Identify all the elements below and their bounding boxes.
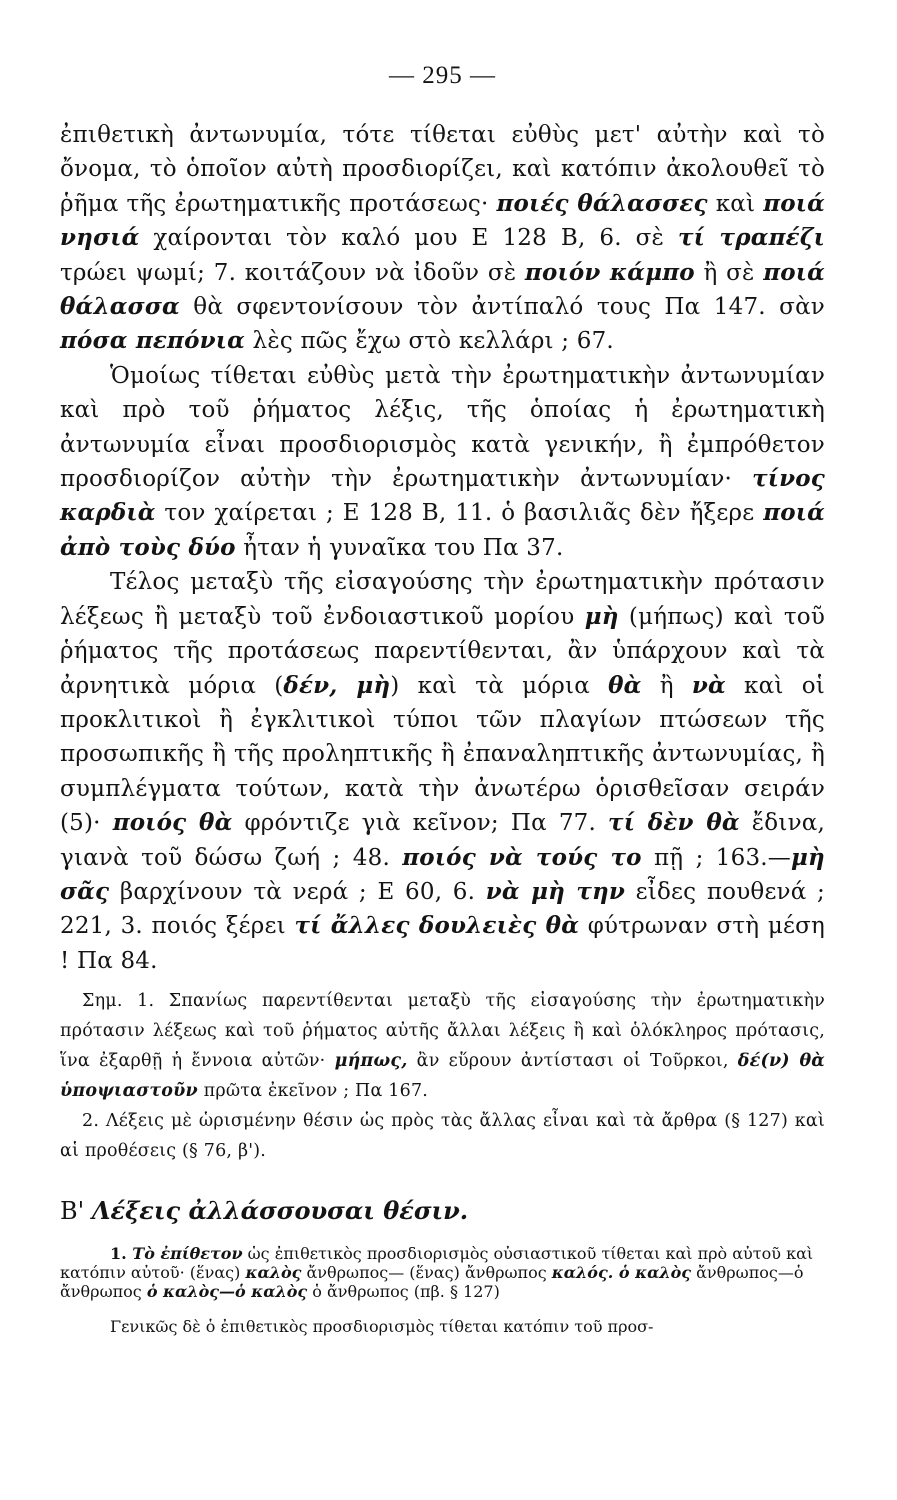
emphasis-run: ποιά νησιά xyxy=(60,189,825,252)
emphasis-run: ποιός θὰ xyxy=(112,809,233,837)
emphasis-run: Τὸ ἐπίθετον xyxy=(132,1244,243,1264)
text-run: χαίρονται τὸν καλό μου Ε 128 Β, 6. σὲ xyxy=(139,225,678,252)
text-run: ἂν εὕρουν ἀντίστασι οἱ Τοῦρκοι, xyxy=(407,1051,738,1072)
emphasis-run: μήπως, xyxy=(334,1051,408,1072)
emphasis-run: πόσα πεπόνια xyxy=(60,327,246,355)
emphasis-run: τί δὲν θὰ xyxy=(608,809,740,837)
emphasis-run: καλὸς xyxy=(245,1263,302,1283)
section-b xyxy=(60,1194,825,1336)
paragraph xyxy=(60,359,825,565)
text-run: ἦταν ἡ γυναῖκα του Πα 37. xyxy=(235,534,564,561)
emphasis-run: μὴ xyxy=(584,602,619,630)
text-run: τρώει ψωμί; 7. κοιτάζουν νὰ ἰδοῦν σὲ xyxy=(60,259,525,286)
emphasis-run: δέν, μὴ xyxy=(283,671,391,699)
text-run: φύτρωναν στὴ μέση ! Πα 84. xyxy=(60,913,825,974)
text-run: πῇ ; 163.— xyxy=(641,844,792,871)
text-run: 2. Λέξεις μὲ ὡρισμένην θέσιν ὡς πρὸς τὰς ἄλλας εἶναι καὶ τὰ ἄρθρα (§ 127) καὶ αἱ προθέσεις (§ 76, β'). xyxy=(60,1111,825,1162)
text-run: τον χαίρεται ; Ε 128 Β, 11. ὁ βασιλιᾶς δὲν ἤξερε xyxy=(155,500,764,527)
paragraph xyxy=(60,1317,825,1336)
text-run: καὶ οἱ προκλιτικοὶ ἢ ἐγκλιτικοὶ τύποι τῶν πλαγίων πτώσεων τῆς προσωπικῆς ἢ τῆς προληπτικῆς ἢ ἐπαναληπτικῆς ἀντωνυμίας, ἢ συμπλέγματα τούτων, κατὰ τὴν ἀνωτέρω ὁρισθεῖσαν σειράν (5)· xyxy=(60,672,825,837)
emphasis-run: τί τραπέζι xyxy=(677,224,825,252)
emphasis-run: μὴ σᾶς xyxy=(60,843,825,905)
section-heading xyxy=(60,1194,825,1228)
section-title: Λέξεις ἀλλάσσουσαι θέσιν. xyxy=(91,1196,469,1226)
text-run: θὰ σφεντονίσουν τὸν ἀντίπαλό τους Πα 147. σὰν xyxy=(179,294,825,321)
note-2 xyxy=(60,1106,825,1166)
emphasis-run: ποιά ἀπὸ τοὺς δύο xyxy=(60,499,825,561)
emphasis-run: ποιός νὰ τούς το xyxy=(402,843,642,871)
text-run: εἶδες πουθενά ; 221, 3. ποιός ξέρει xyxy=(60,878,826,940)
note-1 xyxy=(60,986,825,1106)
emphasis-run: τί ἄλλες δουλειὲς θὰ xyxy=(294,912,580,940)
emphasis-run: θὰ xyxy=(608,671,642,699)
emphasis-run: νὰ μὴ την xyxy=(485,877,626,905)
emphasis-run: καλός. ὁ καλὸς xyxy=(551,1263,692,1283)
text-run: φρόντιζε γιὰ κεῖνον; Πα 77. xyxy=(232,810,609,837)
text-run: ἄνθρωπος— (ἕνας) ἄνθρωπος xyxy=(301,1263,552,1283)
emphasis-run: νὰ xyxy=(691,671,726,699)
emphasis-run: ποιά θάλασσα xyxy=(60,258,826,321)
paragraph xyxy=(60,565,825,978)
text-run: ἢ σὲ xyxy=(694,259,764,286)
text-run: λὲς πῶς ἔχω στὸ κελλάρι ; 67. xyxy=(245,328,614,355)
footnotes xyxy=(60,986,825,1166)
text-run: καὶ xyxy=(707,190,764,217)
main-text xyxy=(60,118,825,978)
emphasis-run: τίνος καρδιὰ xyxy=(60,465,825,527)
section-label: Β' xyxy=(60,1197,85,1226)
text-run: ) καὶ τὰ μόρια xyxy=(390,672,609,699)
text-run: βαρχίνουν τὰ νερά ; Ε 60, 6. xyxy=(109,878,486,905)
text-run: ἔδινα, γιανὰ τοῦ δώσω ζωή ; 48. xyxy=(60,810,826,871)
text-run: πρῶτα ἐκεῖνον ; Πα 167. xyxy=(197,1081,429,1102)
text-run: ἄνθρωπος—ὁ ἄνθρωπος xyxy=(60,1263,804,1302)
text-run: (μήπως) καὶ τοῦ ῥήματος τῆς προτάσεως παρεντίθενται, ἂν ὑπάρχουν καὶ τὰ ἀρνητικὰ μόρια ( xyxy=(60,603,826,699)
paragraph xyxy=(60,1244,825,1301)
page-number: — 295 — xyxy=(389,62,496,89)
emphasis-run: ποιόν κάμπο xyxy=(524,258,695,286)
text-run: ὁ ἄνθρωπος (πβ. § 127) xyxy=(307,1282,500,1302)
emphasis-run: 1. xyxy=(110,1244,133,1264)
emphasis-run: δέ(ν) θὰ ὑποψιαστοῦν xyxy=(60,1051,825,1102)
text-run: ἢ xyxy=(641,672,692,699)
text-run: Γενικῶς δὲ ὁ ἐπιθετικὸς προσδιορισμὸς τίθεται κατόπιν τοῦ προσ- xyxy=(110,1317,654,1337)
paragraph xyxy=(60,118,825,359)
text-run: Τέλος μεταξὺ τῆς εἰσαγούσης τὴν ἐρωτηματικὴν πρότασιν λέξεως ἢ μεταξὺ τοῦ ἐνδοιαστικοῦ μορίου xyxy=(60,569,825,630)
text-run: ἐπιθετικὴ ἀντωνυμία, τότε τίθεται εὐθὺς μετ' αὐτὴν καὶ τὸ ὄνομα, τὸ ὁποῖον αὐτὴ προσδιορίζει, καὶ κατόπιν ἀκολουθεῖ τὸ ῥῆμα τῆς ἐρωτηματικῆς προτάσεως· xyxy=(60,122,825,217)
emphasis-run: ὁ καλὸς—ὁ καλὸς xyxy=(146,1282,308,1302)
text-run: Ὁμοίως τίθεται εὐθὺς μετὰ τὴν ἐρωτηματικὴν ἀντωνυμίαν καὶ πρὸ τοῦ ῥήματος λέξις, τῆς ὁποίας ἡ ἐρωτηματικὴ ἀντωνυμία εἶναι προσδιορισμὸς κατὰ γενικήν, ἢ ἐμπρόθετον προσδιορίζον αὐτὴν τὴν ἐρωτηματικὴν ἀντωνυμίαν· xyxy=(60,362,825,493)
text-run: ὡς ἐπιθετικὸς προσδιορισμὸς οὐσιαστικοῦ τίθεται καὶ πρὸ αὐτοῦ καὶ κατόπιν αὐτοῦ· (ἕνας) xyxy=(60,1244,814,1283)
emphasis-run: ποιές θάλασσες xyxy=(496,189,708,217)
text-run: Σημ. 1. Σπανίως παρεντίθενται μεταξὺ τῆς εἰσαγούσης τὴν ἐρωτηματικὴν πρότασιν λέξεως καὶ τοῦ ῥήματος αὐτῆς ἄλλαι λέξεις ἢ καὶ ὁλόκληρος πρότασις, ἵνα ἐξαρθῇ ἡ ἔννοια αὐτῶν· xyxy=(60,991,825,1072)
